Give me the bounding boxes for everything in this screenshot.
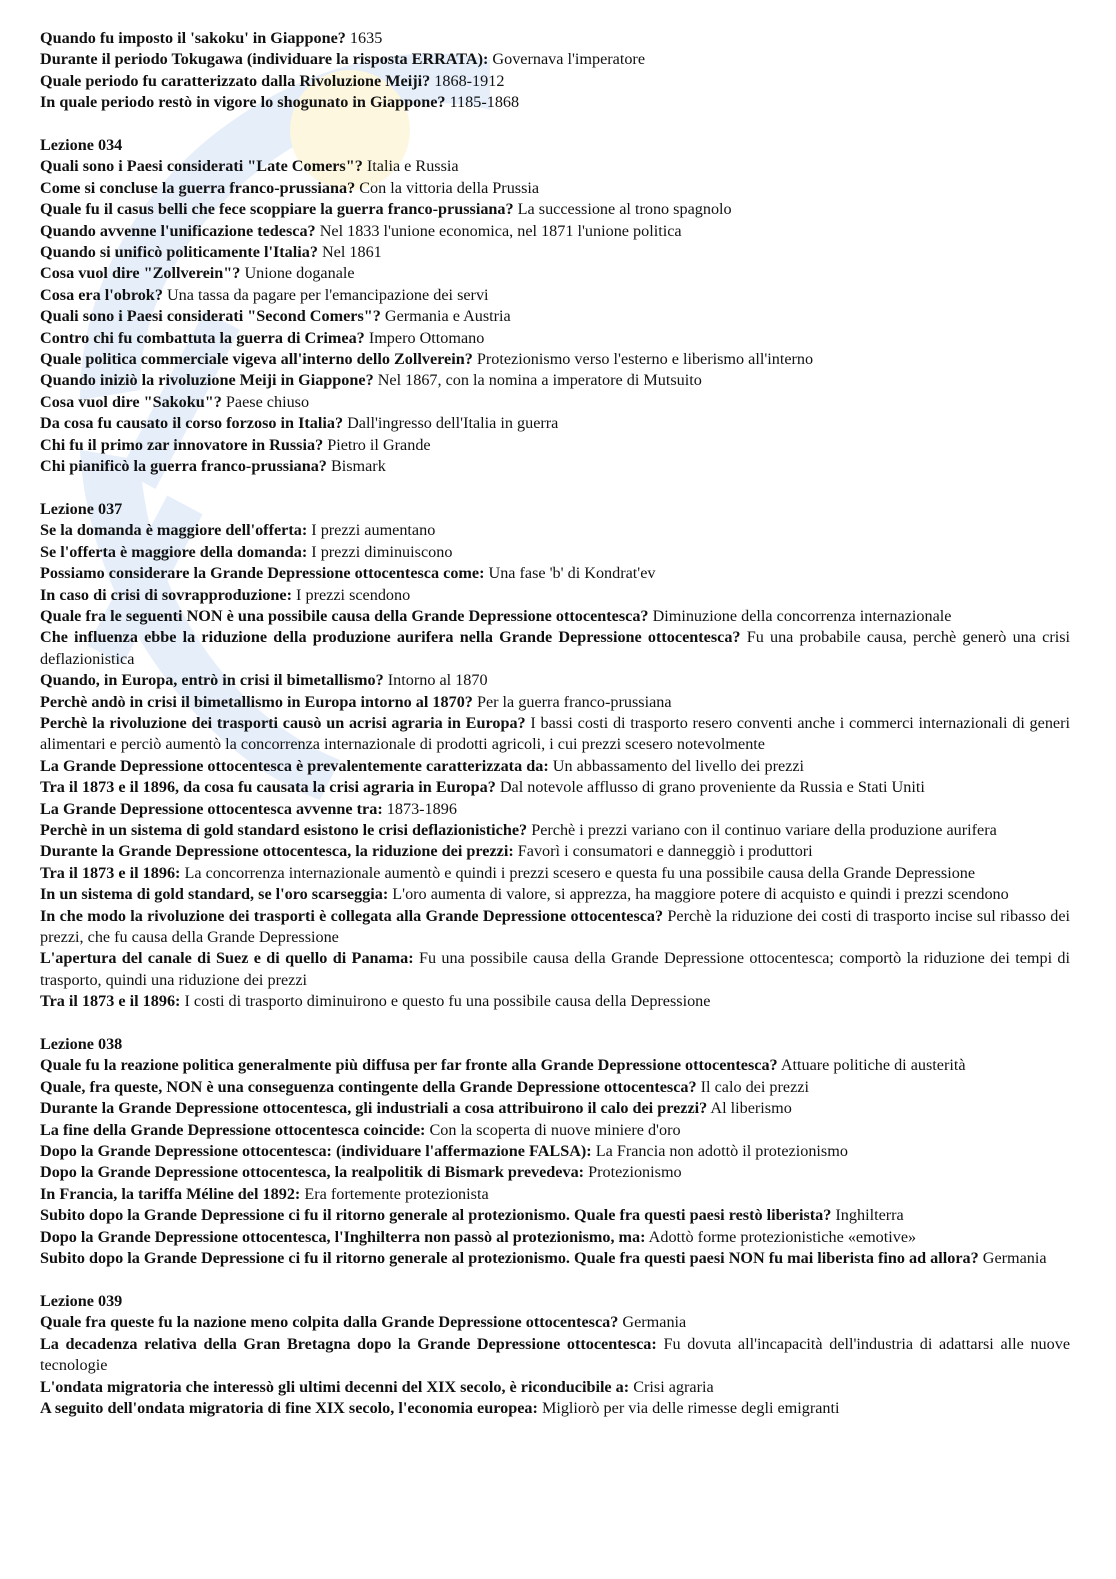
answer: Germania — [982, 1249, 1047, 1268]
answer: Fu dovuta all'incapacità dell'industria di adattarsi alle nuove tecnologie — [40, 1334, 1071, 1375]
answer: I prezzi diminuiscono — [311, 542, 453, 561]
question: In caso di crisi di sovrapproduzione: — [40, 585, 292, 604]
qa-item — [40, 1398, 1070, 1419]
qa-item — [40, 1077, 1070, 1098]
qa-item — [40, 627, 1070, 670]
answer: Attuare politiche di austerità — [780, 1056, 966, 1075]
spacer — [40, 114, 1070, 135]
answer: Pietro il Grande — [327, 435, 431, 454]
question: La Grande Depressione ottocentesca avvenne tra: — [40, 799, 383, 818]
answer: I bassi costi di trasporto resero conventi anche i commerci internazionali di generi alimentari e perciò aumentò la concorrenza internazionale di prodotti agricoli, i cui prezzi scesero notevolmente — [40, 713, 1071, 754]
qa-item — [40, 713, 1070, 756]
answer: Per la guerra franco-prussiana — [476, 692, 672, 711]
qa-item — [40, 692, 1070, 713]
qa-item — [40, 906, 1070, 949]
qa-item — [40, 1184, 1070, 1205]
qa-item — [40, 585, 1070, 606]
question: Contro chi fu combattuta la guerra di Crimea? — [40, 328, 365, 347]
qa-item — [40, 199, 1070, 220]
question: Perchè andò in crisi il bimetallismo in Europa intorno al 1870? — [40, 692, 473, 711]
answer: Migliorò per via delle rimesse degli emigranti — [541, 1398, 840, 1417]
qa-item — [40, 1141, 1070, 1162]
qa-item — [40, 306, 1070, 327]
question: Tra il 1873 e il 1896: — [40, 992, 181, 1011]
question: Dopo la Grande Depressione ottocentesca, la realpolitik di Bismark prevedeva: — [40, 1163, 585, 1182]
question: Cosa vuol dire "Sakoku"? — [40, 392, 222, 411]
qa-item — [40, 606, 1070, 627]
section-title: Lezione 034 — [40, 136, 123, 155]
answer: Diminuzione della concorrenza internazionale — [652, 606, 952, 625]
answer: La concorrenza internazionale aumentò e quindi i prezzi scesero e questa fu una possibile causa della Grande Depressione — [184, 863, 976, 882]
qa-item — [40, 1312, 1070, 1333]
qa-item — [40, 178, 1070, 199]
question: L'apertura del canale di Suez e di quello di Panama: — [40, 949, 414, 968]
question: Tra il 1873 e il 1896, da cosa fu causata la crisi agraria in Europa? — [40, 778, 496, 797]
answer: Con la vittoria della Prussia — [359, 178, 540, 197]
answer: Nel 1867, con la nomina a imperatore di Mutsuito — [377, 371, 702, 390]
spacer — [40, 478, 1070, 499]
answer: I prezzi aumentano — [311, 521, 436, 540]
qa-item — [40, 1055, 1070, 1076]
question: Quale periodo fu caratterizzato dalla Rivoluzione Meiji? — [40, 71, 431, 90]
qa-item — [40, 221, 1070, 242]
qa-item — [40, 28, 1070, 49]
answer: Germania — [622, 1313, 687, 1332]
answer: Fu una probabile causa, perchè generò una crisi deflazionistica — [40, 628, 1071, 668]
question: Tra il 1873 e il 1896: — [40, 863, 181, 882]
question: Subito dopo la Grande Depressione ci fu il ritorno generale al protezionismo. Quale fra questi paesi NON fu mai liberista fino ad allora? — [40, 1249, 979, 1268]
answer: Una fase 'b' di Kondrat'ev — [488, 564, 656, 583]
question: Durante la Grande Depressione ottocentesca, gli industriali a cosa attribuirono il calo dei prezzi? — [40, 1099, 708, 1118]
qa-item — [40, 1098, 1070, 1119]
answer: La Francia non adottò il protezionismo — [595, 1142, 848, 1161]
answer: Dal notevole afflusso di grano proveniente da Russia e Stati Uniti — [499, 778, 925, 797]
question: Durante la Grande Depressione ottocentesca, la riduzione dei prezzi: — [40, 842, 514, 861]
answer: Era fortemente protezionista — [304, 1184, 489, 1203]
qa-item — [40, 328, 1070, 349]
question: Cosa vuol dire "Zollverein"? — [40, 264, 241, 283]
answer: Bismark — [330, 457, 386, 476]
qa-item — [40, 1248, 1070, 1269]
answer: Crisi agraria — [633, 1377, 714, 1396]
spacer — [40, 1013, 1070, 1034]
qa-item — [40, 263, 1070, 284]
question: Quale fu il casus belli che fece scoppiare la guerra franco-prussiana? — [40, 200, 514, 219]
spacer — [40, 1270, 1070, 1291]
qa-item — [40, 542, 1070, 563]
answer: Nel 1833 l'unione economica, nel 1871 l'unione politica — [319, 221, 682, 240]
answer: Intorno al 1870 — [387, 671, 488, 690]
question: Quando avvenne l'unificazione tedesca? — [40, 221, 316, 240]
qa-item — [40, 1227, 1070, 1248]
answer: I prezzi scendono — [296, 585, 411, 604]
answer: 1868-1912 — [434, 71, 505, 90]
qa-item — [40, 285, 1070, 306]
qa-item — [40, 670, 1070, 691]
question: Subito dopo la Grande Depressione ci fu il ritorno generale al protezionismo. Quale fra questi paesi restò liberista? — [40, 1206, 832, 1225]
question: Quando iniziò la rivoluzione Meiji in Giappone? — [40, 371, 374, 390]
answer: Con la scoperta di nuove miniere d'oro — [429, 1120, 681, 1139]
question: Da cosa fu causato il corso forzoso in Italia? — [40, 414, 344, 433]
question: La Grande Depressione ottocentesca è prevalentemente caratterizzata da: — [40, 756, 549, 775]
qa-item — [40, 1334, 1070, 1377]
qa-item — [40, 520, 1070, 541]
question: Chi pianificò la guerra franco-prussiana? — [40, 457, 327, 476]
qa-item — [40, 413, 1070, 434]
answer: Fu una possibile causa della Grande Depressione ottocentesca; comportò la riduzione dei tempi di trasporto, quindi una riduzione dei prezzi — [40, 949, 1071, 989]
qa-item — [40, 841, 1070, 862]
qa-item — [40, 563, 1070, 584]
question: Perchè in un sistema di gold standard esistono le crisi deflazionistiche? — [40, 821, 528, 839]
question: Quale fra le seguenti NON è una possibile causa della Grande Depressione ottocentesca? — [40, 606, 649, 625]
question: L'ondata migratoria che interessò gli ultimi decenni del XIX secolo, è riconducibile a: — [40, 1377, 630, 1396]
answer: Governava l'imperatore — [492, 50, 646, 69]
question: Perchè la rivoluzione dei trasporti causò un acrisi agraria in Europa? — [40, 713, 526, 732]
answer: Favorì i consumatori e danneggiò i produttori — [517, 842, 813, 861]
question: In Francia, la tariffa Méline del 1892: — [40, 1184, 301, 1203]
answer: Protezionismo verso l'esterno e liberismo all'interno — [476, 350, 814, 369]
qa-item — [40, 92, 1070, 113]
answer: I costi di trasporto diminuirono e questo fu una possibile causa della Depressione — [184, 992, 711, 1011]
question: Quando, in Europa, entrò in crisi il bimetallismo? — [40, 671, 384, 690]
question: Se l'offerta è maggiore della domanda: — [40, 542, 308, 561]
answer: Al liberismo — [710, 1099, 792, 1118]
answer: Protezionismo — [588, 1163, 682, 1182]
qa-item — [40, 156, 1070, 177]
answer: Perchè la riduzione dei costi di trasporto incise sul ribasso dei prezzi, che fu causa della Grande Depressione — [40, 906, 1070, 947]
answer: Germania e Austria — [384, 307, 511, 326]
section-title: Lezione 037 — [40, 499, 123, 518]
question: Che influenza ebbe la riduzione della produzione aurifera nella Grande Depressione ottocentesca? — [40, 628, 741, 647]
question: Quale, fra queste, NON è una conseguenza contingente della Grande Depressione ottocentesca? — [40, 1077, 697, 1096]
qa-item — [40, 948, 1070, 991]
question: Dopo la Grande Depressione ottocentesca, l'Inghilterra non passò al protezionismo, ma: — [40, 1227, 646, 1246]
question: Cosa era l'obrok? — [40, 285, 163, 304]
question: Quale politica commerciale vigeva all'interno dello Zollverein? — [40, 350, 473, 369]
qa-item — [40, 799, 1070, 820]
question: Possiamo considerare la Grande Depressione ottocentesca come: — [40, 564, 485, 583]
question: Quali sono i Paesi considerati "Second Comers"? — [40, 307, 381, 326]
answer: Inghilterra — [835, 1206, 904, 1225]
answer: Italia e Russia — [366, 157, 459, 176]
question: Quale fra queste fu la nazione meno colpita dalla Grande Depressione ottocentesca? — [40, 1313, 619, 1332]
qa-item — [40, 370, 1070, 391]
question: Durante il periodo Tokugawa (individuare la risposta ERRATA): — [40, 50, 489, 69]
answer: Adottò forme protezionistiche «emotive» — [648, 1227, 917, 1246]
answer: Impero Ottomano — [368, 328, 485, 347]
question: In che modo la rivoluzione dei trasporti è collegata alla Grande Depressione ottocentesca? — [40, 906, 664, 925]
answer: Un abbassamento del livello dei prezzi — [552, 756, 805, 775]
qa-item — [40, 456, 1070, 477]
qa-item — [40, 756, 1070, 777]
answer: Una tassa da pagare per l'emancipazione dei servi — [166, 285, 489, 304]
qa-item — [40, 1377, 1070, 1398]
qa-item — [40, 820, 1070, 841]
qa-item — [40, 49, 1070, 70]
question: Quando fu imposto il 'sakoku' in Giappone? — [40, 29, 346, 47]
question: Dopo la Grande Depressione ottocentesca: (individuare l'affermazione FALSA): — [40, 1142, 592, 1161]
answer: Unione doganale — [244, 264, 355, 283]
question: In quale periodo restò in vigore lo shogunato in Giappone? — [40, 93, 446, 112]
qa-item — [40, 884, 1070, 905]
qa-item — [40, 242, 1070, 263]
answer: 1635 — [349, 29, 383, 47]
question: Quale fu la reazione politica generalmente più diffusa per far fronte alla Grande Depressione ottocentesca? — [40, 1056, 778, 1075]
qa-item — [40, 1205, 1070, 1226]
qa-item — [40, 392, 1070, 413]
section-title: Lezione 039 — [40, 1291, 123, 1310]
qa-item — [40, 349, 1070, 370]
question: Quali sono i Paesi considerati "Late Comers"? — [40, 157, 363, 176]
question: Quando si unificò politicamente l'Italia? — [40, 243, 318, 262]
answer: Nel 1861 — [321, 243, 382, 262]
question: Chi fu il primo zar innovatore in Russia? — [40, 435, 324, 454]
question: In un sistema di gold standard, se l'oro scarseggia: — [40, 885, 389, 904]
document-page — [40, 28, 1070, 1419]
answer: L'oro aumenta di valore, si apprezza, ha maggiore potere di acquisto e quindi i prezzi scendono — [392, 885, 1009, 904]
qa-item — [40, 71, 1070, 92]
qa-item — [40, 435, 1070, 456]
question: Come si concluse la guerra franco-prussiana? — [40, 178, 356, 197]
answer: Perchè i prezzi variano con il continuo variare della produzione aurifera — [531, 821, 997, 839]
answer: 1185-1868 — [449, 93, 520, 112]
qa-item — [40, 1162, 1070, 1183]
question: La fine della Grande Depressione ottocentesca coincide: — [40, 1120, 426, 1139]
answer: La successione al trono spagnolo — [517, 200, 732, 219]
section-title: Lezione 038 — [40, 1035, 123, 1054]
answer: Il calo dei prezzi — [700, 1077, 809, 1096]
answer: Paese chiuso — [225, 392, 310, 411]
question: Se la domanda è maggiore dell'offerta: — [40, 521, 308, 540]
answer: 1873-1896 — [386, 799, 457, 818]
qa-item — [40, 863, 1070, 884]
qa-item — [40, 991, 1070, 1012]
answer: Dall'ingresso dell'Italia in guerra — [347, 414, 559, 433]
question: La decadenza relativa della Gran Bretagna dopo la Grande Depressione ottocentesca: — [40, 1334, 657, 1353]
qa-item — [40, 1120, 1070, 1141]
question: A seguito dell'ondata migratoria di fine XIX secolo, l'economia europea: — [40, 1398, 538, 1417]
qa-item — [40, 777, 1070, 798]
